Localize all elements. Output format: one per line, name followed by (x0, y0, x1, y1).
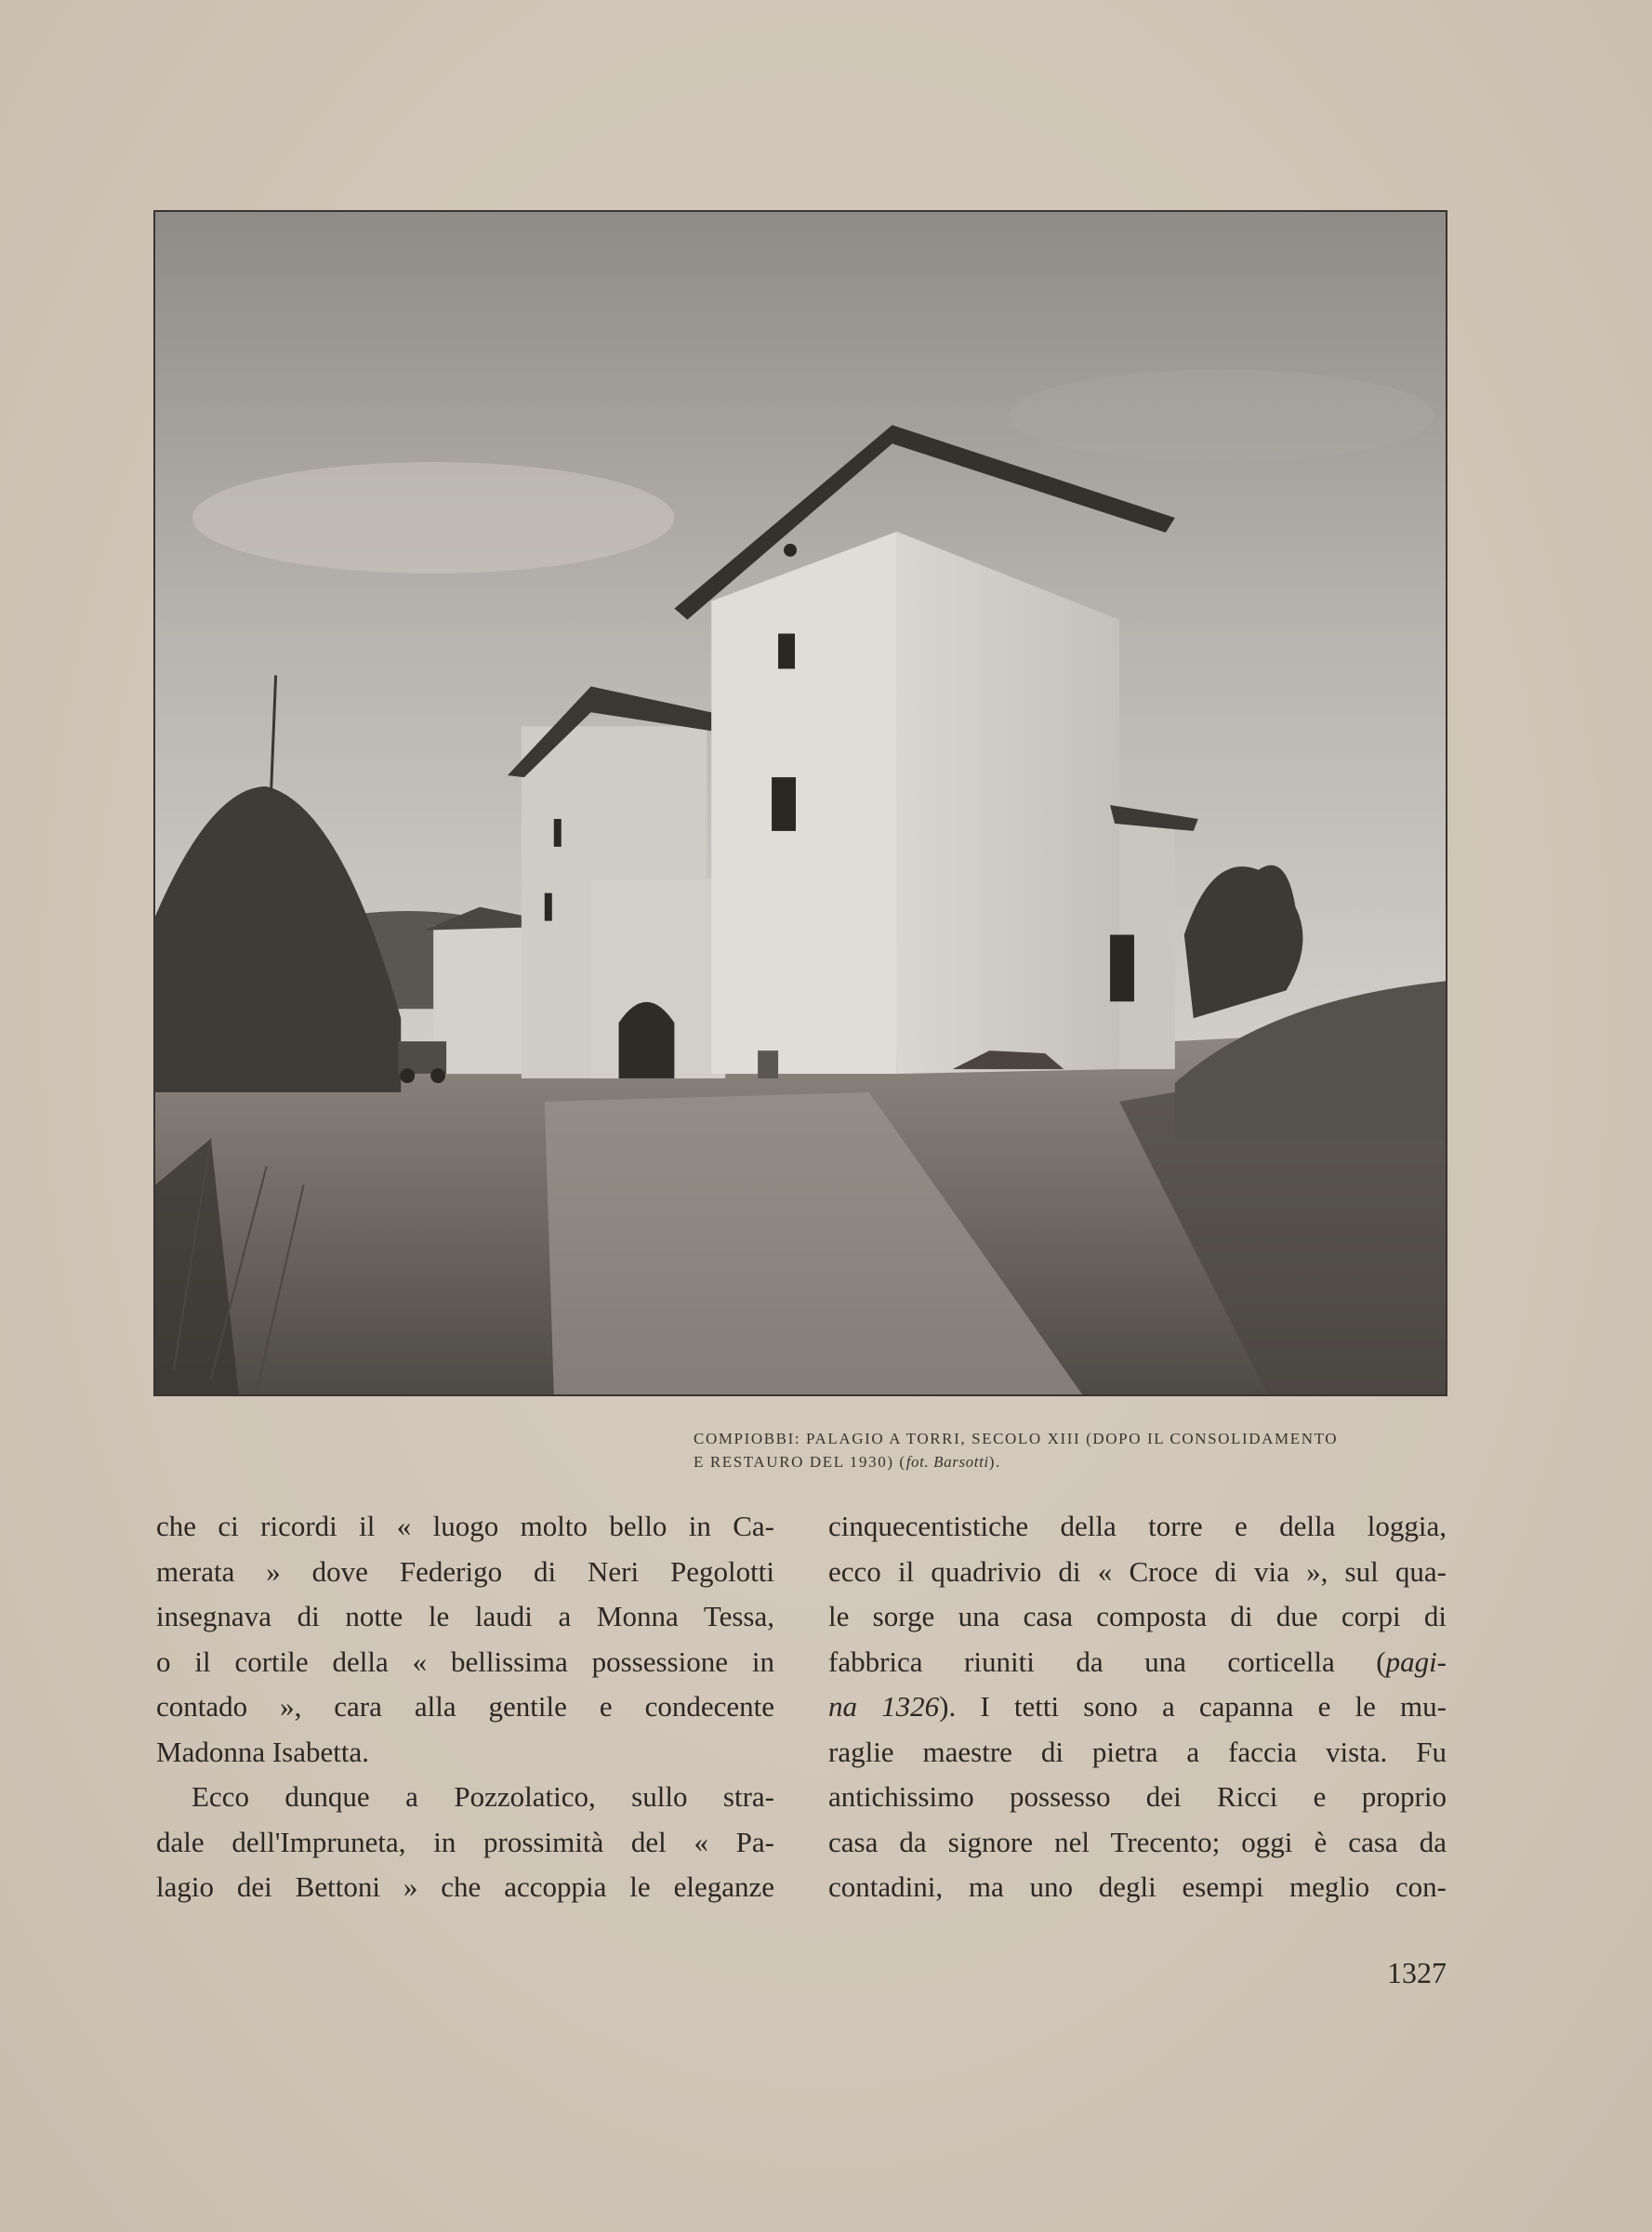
left-line-6: Madonna Isabetta. (156, 1735, 369, 1768)
right-line-7: antichissimo possesso dei Ricci e proprio (828, 1780, 1447, 1813)
left-text-column (156, 1504, 774, 1910)
caption-line-2-suffix: ). (988, 1453, 1001, 1471)
caption-line-2 (694, 1450, 1456, 1473)
photo-caption (694, 1427, 1456, 1473)
caption-photo-credit: fot. Barsotti (905, 1453, 989, 1471)
right-line-5-italic: na 1326 (828, 1690, 940, 1723)
right-line-1: cinquecentistiche della torre e della loggia, (828, 1510, 1447, 1542)
right-line-6: raglie maestre di pietra a faccia vista. Fu (828, 1735, 1447, 1768)
right-line-5 (828, 1684, 1447, 1730)
left-line-3: insegnava di notte le laudi a Monna Tessa, (156, 1600, 774, 1632)
right-line-5-text: ). I tetti sono a capanna e le mu- (939, 1690, 1447, 1723)
left-line-2: merata » dove Federigo di Neri Pegolotti (156, 1554, 774, 1588)
page-number: 1327 (1387, 1956, 1447, 1989)
left-line-4: o il cortile della « bellissima possessione in (156, 1644, 774, 1678)
right-line-3: le sorge una casa composta di due corpi di (828, 1600, 1447, 1632)
left-line-1: che ci ricordi il « luogo molto bello in Ca- (156, 1510, 774, 1542)
left-line-5: contado », cara alla gentile e condecente (156, 1690, 774, 1723)
caption-line-2-prefix: E RESTAURO DEL 1930) ( (694, 1453, 906, 1471)
right-line-4-text: fabbrica riuniti da una corticella ( (828, 1644, 1386, 1678)
right-text-column (828, 1504, 1447, 1910)
photograph-palagio (153, 210, 1447, 1396)
left-line-9: lagio dei Bettoni » che accoppia le eleganze (156, 1870, 774, 1903)
caption-line-1: COMPIOBBI: PALAGIO A TORRI, SECOLO XIII (DOPO IL CONSOLIDAMENTO (694, 1430, 1339, 1447)
right-line-9: contadini, ma uno degli esempi meglio con- (828, 1870, 1447, 1903)
left-line-8: dale dell'Impruneta, in prossimità del « Pa- (156, 1825, 774, 1858)
left-line-7: Ecco dunque a Pozzolatico, sullo stra- (192, 1780, 774, 1813)
right-line-4 (828, 1640, 1447, 1685)
photo-illustration (155, 212, 1446, 1394)
right-line-2: ecco il quadrivio di « Croce di via », sul qua- (828, 1554, 1447, 1588)
right-line-8: casa da signore nel Trecento; oggi è casa da (828, 1825, 1447, 1858)
right-line-4-italic: pagi- (1385, 1644, 1447, 1678)
